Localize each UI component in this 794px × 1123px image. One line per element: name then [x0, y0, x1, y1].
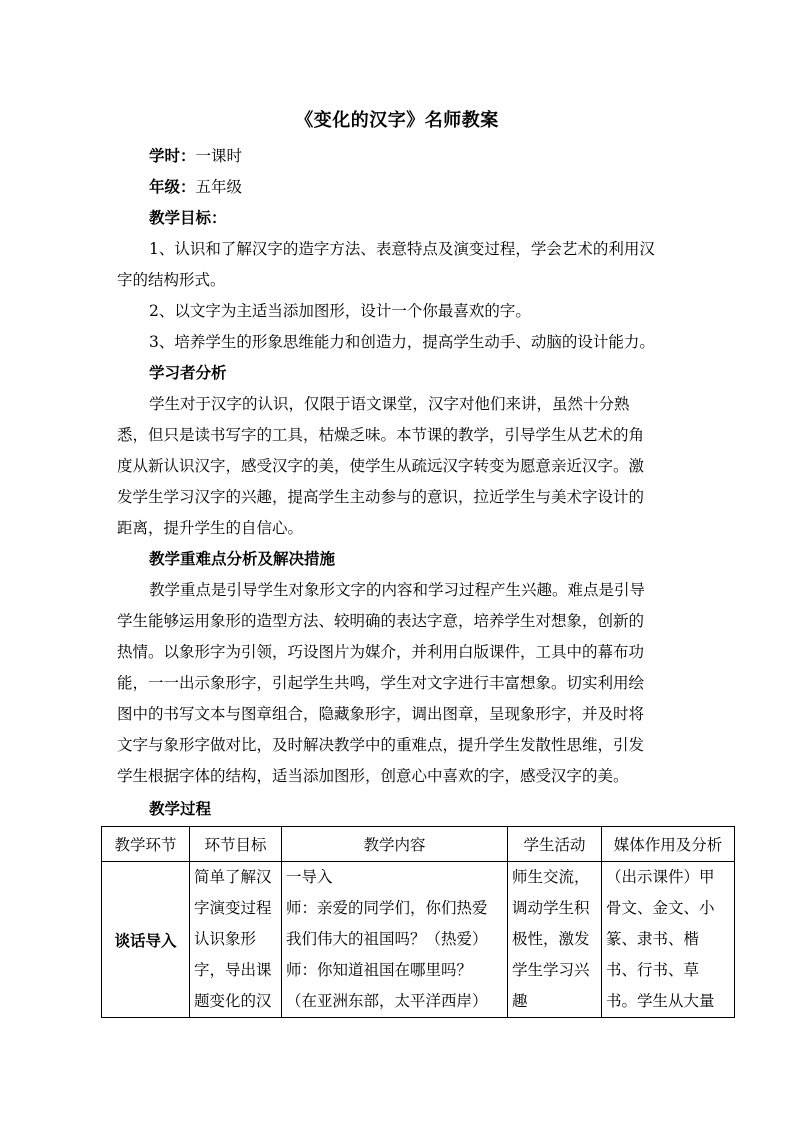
page-title: 《变化的汉字》名师教案 [295, 110, 499, 131]
activity-line: 师生交流， [512, 868, 590, 886]
objectives-heading: 教学目标： [149, 208, 227, 227]
goal-line: 简单了解汉 [194, 868, 272, 886]
goal-line: 认识象形 [194, 930, 257, 948]
goal-line: 字演变过程 [194, 899, 272, 917]
objective-3: 3、培养学生的形象思维能力和创造力，提高学生动手、动脑的设计能力。 [149, 333, 655, 351]
content-line: 一导入 [286, 868, 333, 886]
content-line: 师：你知道祖国在哪里吗？ [286, 961, 473, 979]
grade-line [149, 175, 242, 197]
media-line: 书、行书、草 [606, 961, 700, 979]
header-activity: 学生活动 [508, 827, 602, 862]
grade-value: 五年级 [195, 178, 243, 196]
difficulty-line-5: 图中的书写文本与图章组合，隐藏象形字，调出图章，呈现象形字，并及时将 [117, 705, 645, 723]
learner-line-1: 学生对于汉字的认识，仅限于语文课堂，汉字对他们来讲，虽然十分熟 [149, 395, 630, 413]
grade-label: 年级： [149, 177, 196, 196]
learner-heading: 学习者分析 [149, 363, 227, 382]
stage-cell: 谈话导入 [102, 862, 190, 1018]
difficulty-line-2: 学生能够运用象形的造型方法、较明确的表达字意，培养学生对想象，创新的 [117, 612, 645, 630]
content-line: 师：亲爱的同学们，你们热爱 [286, 899, 488, 917]
objective-1-line-1: 1、认识和了解汉字的造字方法、表意特点及演变过程，学会艺术的利用汉 [149, 240, 655, 258]
period-label: 学时： [149, 146, 196, 165]
media-cell [602, 862, 735, 1018]
process-table [101, 826, 735, 1018]
goal-line: 题变化的汉 [194, 992, 272, 1010]
learner-line-3: 度从新认识汉字，感受汉字的美，使学生从疏远汉字转变为愿意亲近汉字。激 [117, 457, 645, 475]
header-media: 媒体作用及分析 [602, 827, 735, 862]
media-line: 篆、隶书、楷 [606, 930, 700, 948]
media-line: 骨文、金文、小 [606, 899, 715, 917]
header-stage: 教学环节 [102, 827, 190, 862]
content-cell [282, 862, 508, 1018]
activity-line: 极性，激发 [512, 930, 590, 948]
activity-line: 趣 [512, 992, 528, 1010]
activity-line: 调动学生积 [512, 899, 590, 917]
learner-line-2: 悉，但只是读书写字的工具，枯燥乏味。本节课的教学，引导学生从艺术的角 [117, 426, 645, 444]
content-line: （在亚洲东部，太平洋西岸） [286, 992, 488, 1010]
activity-cell [508, 862, 602, 1018]
difficulty-line-1: 教学重点是引导学生对象形文字的内容和学习过程产生兴趣。难点是引导 [149, 581, 646, 599]
header-goal: 环节目标 [190, 827, 282, 862]
goal-cell [190, 862, 282, 1018]
period-value: 一课时 [195, 147, 243, 165]
content-line: 我们伟大的祖国吗？（热爱） [286, 930, 488, 948]
period-line [149, 144, 242, 166]
goal-line: 字，导出课 [194, 961, 272, 979]
difficulty-line-7: 学生根据字体的结构，适当添加图形，创意心中喜欢的字，感受汉字的美。 [117, 767, 629, 785]
table-row [102, 862, 735, 1018]
header-content: 教学内容 [282, 827, 508, 862]
objective-1-line-2: 字的结构形式。 [117, 271, 226, 289]
process-heading: 教学过程 [149, 799, 212, 818]
difficulty-line-6: 文字与象形字做对比，及时解决教学中的重难点，提升学生发散性思维，引发 [117, 736, 645, 754]
difficulty-line-4: 能，一一出示象形字，引起学生共鸣，学生对文字进行丰富想象。切实利用绘 [117, 674, 645, 692]
difficulty-line-3: 热情。以象形字为引领，巧设图片为媒介，并利用白版课件，工具中的幕布功 [117, 643, 645, 661]
table-header-row [102, 827, 735, 862]
learner-line-4: 发学生学习汉字的兴趣，提高学生主动参与的意识，拉近学生与美术字设计的 [117, 488, 645, 506]
media-line: （出示课件）甲 [606, 868, 715, 886]
learner-line-5: 距离，提升学生的自信心。 [117, 519, 304, 537]
difficulty-heading: 教学重难点分析及解决措施 [149, 549, 336, 568]
objective-2: 2、以文字为主适当添加图形，设计一个你最喜欢的字。 [149, 302, 531, 320]
media-line: 书。学生从大量 [606, 992, 715, 1010]
activity-line: 学生学习兴 [512, 961, 590, 979]
